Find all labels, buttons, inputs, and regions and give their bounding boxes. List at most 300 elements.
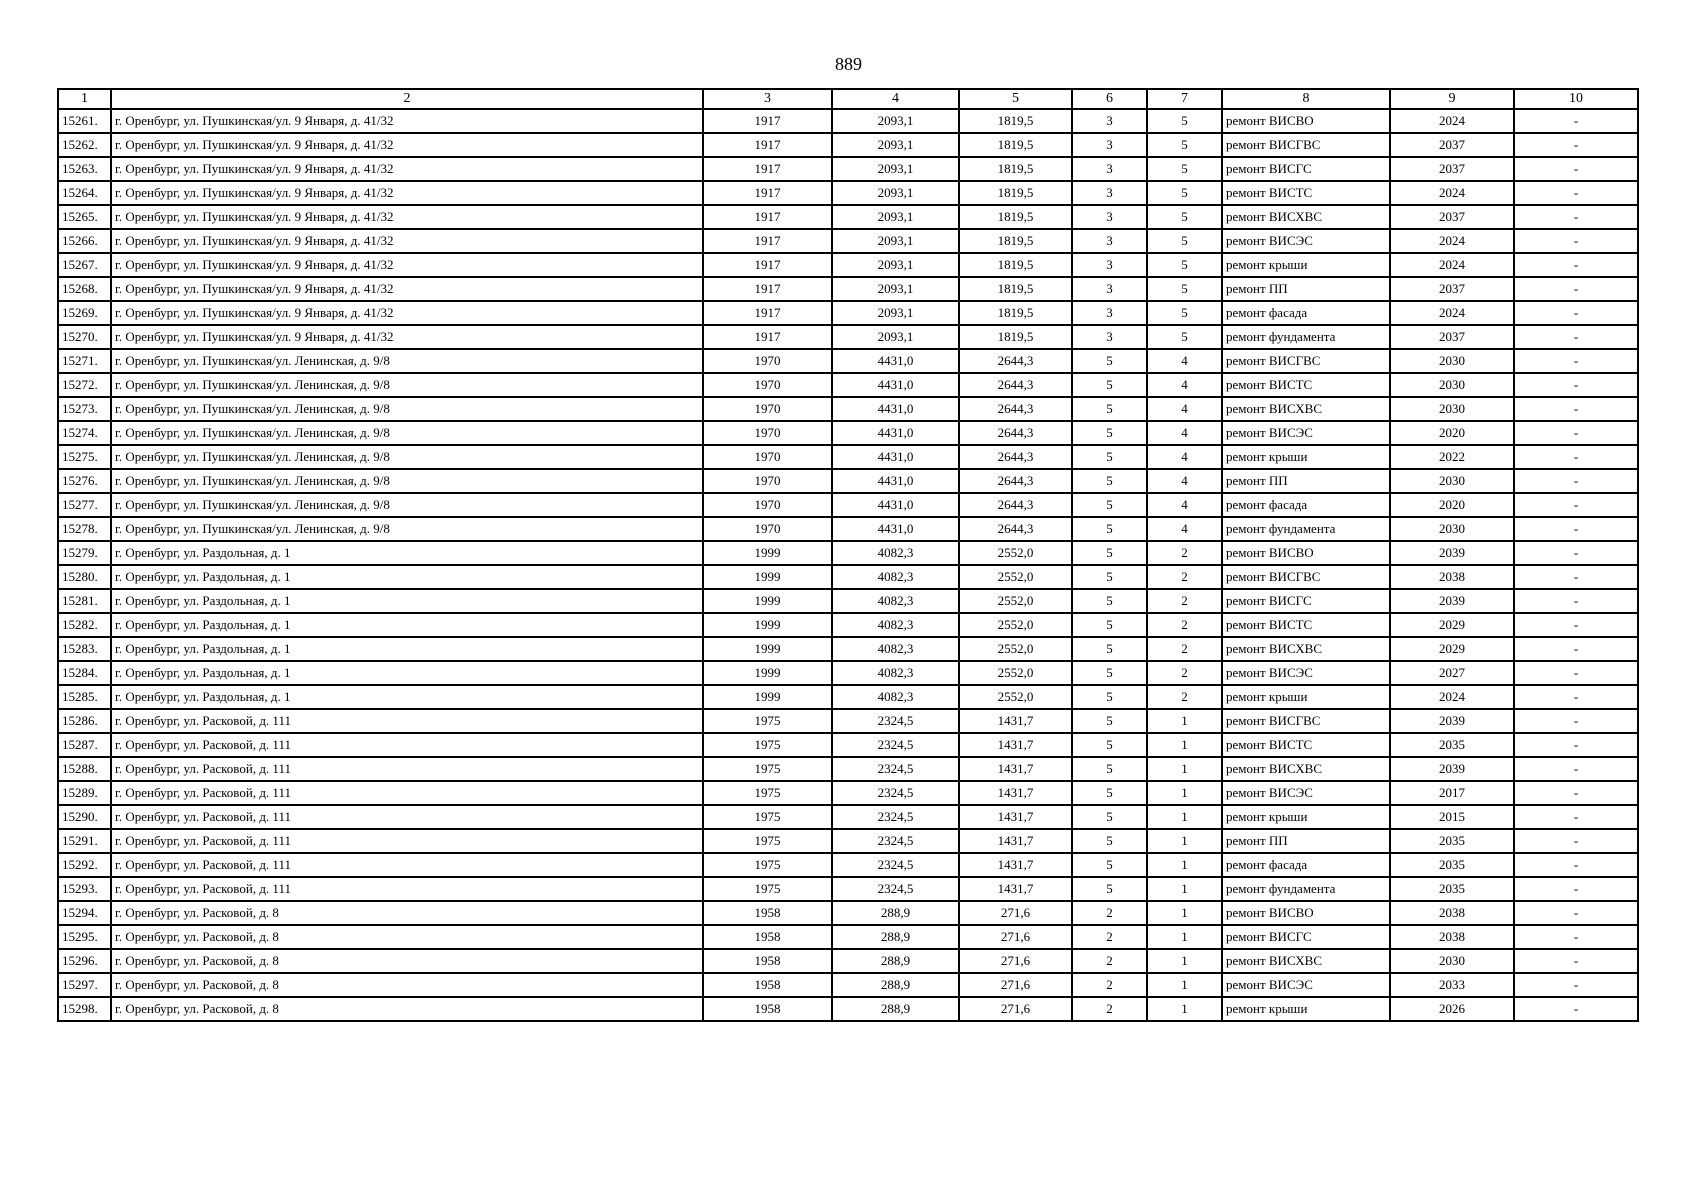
cell-floors: 5 bbox=[1072, 565, 1147, 589]
cell-address: г. Оренбург, ул. Расковой, д. 111 bbox=[111, 757, 703, 781]
cell-total-area: 4082,3 bbox=[832, 589, 959, 613]
cell-year-built: 1975 bbox=[703, 877, 832, 901]
cell-row-number: 15290. bbox=[58, 805, 111, 829]
column-header-address: 2 bbox=[111, 89, 703, 109]
cell-floors: 2 bbox=[1072, 925, 1147, 949]
cell-year-built: 1975 bbox=[703, 805, 832, 829]
cell-row-number: 15276. bbox=[58, 469, 111, 493]
cell-total-area: 4431,0 bbox=[832, 493, 959, 517]
cell-work-type: ремонт ВИСТС bbox=[1222, 733, 1390, 757]
cell-year-built: 1970 bbox=[703, 445, 832, 469]
table-row bbox=[58, 637, 1638, 661]
cell-address: г. Оренбург, ул. Пушкинская/ул. Ленинская, д. 9/8 bbox=[111, 349, 703, 373]
cell-living-area: 1819,5 bbox=[959, 277, 1072, 301]
table-row bbox=[58, 253, 1638, 277]
cell-entrances: 4 bbox=[1147, 493, 1222, 517]
cell-floors: 5 bbox=[1072, 853, 1147, 877]
table-row bbox=[58, 973, 1638, 997]
table-row bbox=[58, 301, 1638, 325]
cell-planned-year: 2037 bbox=[1390, 325, 1514, 349]
cell-work-type: ремонт ВИСХВС bbox=[1222, 397, 1390, 421]
table-row bbox=[58, 709, 1638, 733]
cell-row-number: 15275. bbox=[58, 445, 111, 469]
cell-floors: 3 bbox=[1072, 253, 1147, 277]
cell-floors: 5 bbox=[1072, 637, 1147, 661]
cell-note: - bbox=[1514, 397, 1638, 421]
cell-year-built: 1999 bbox=[703, 661, 832, 685]
column-header-total-area: 4 bbox=[832, 89, 959, 109]
cell-total-area: 2093,1 bbox=[832, 325, 959, 349]
table-row bbox=[58, 805, 1638, 829]
table-row bbox=[58, 421, 1638, 445]
cell-total-area: 4082,3 bbox=[832, 661, 959, 685]
cell-floors: 5 bbox=[1072, 493, 1147, 517]
cell-address: г. Оренбург, ул. Пушкинская/ул. Ленинская, д. 9/8 bbox=[111, 517, 703, 541]
cell-planned-year: 2039 bbox=[1390, 709, 1514, 733]
cell-living-area: 2644,3 bbox=[959, 349, 1072, 373]
cell-floors: 5 bbox=[1072, 373, 1147, 397]
cell-address: г. Оренбург, ул. Пушкинская/ул. 9 Января, д. 41/32 bbox=[111, 181, 703, 205]
table-row bbox=[58, 517, 1638, 541]
table-row bbox=[58, 493, 1638, 517]
cell-year-built: 1999 bbox=[703, 637, 832, 661]
cell-row-number: 15296. bbox=[58, 949, 111, 973]
cell-address: г. Оренбург, ул. Расковой, д. 111 bbox=[111, 853, 703, 877]
cell-row-number: 15263. bbox=[58, 157, 111, 181]
cell-note: - bbox=[1514, 133, 1638, 157]
table-row bbox=[58, 205, 1638, 229]
cell-year-built: 1999 bbox=[703, 685, 832, 709]
cell-floors: 5 bbox=[1072, 445, 1147, 469]
cell-floors: 3 bbox=[1072, 229, 1147, 253]
column-header-floors: 6 bbox=[1072, 89, 1147, 109]
cell-work-type: ремонт крыши bbox=[1222, 253, 1390, 277]
column-header-planned-year: 9 bbox=[1390, 89, 1514, 109]
cell-living-area: 1431,7 bbox=[959, 829, 1072, 853]
cell-address: г. Оренбург, ул. Расковой, д. 8 bbox=[111, 901, 703, 925]
cell-note: - bbox=[1514, 613, 1638, 637]
cell-entrances: 1 bbox=[1147, 901, 1222, 925]
cell-planned-year: 2030 bbox=[1390, 373, 1514, 397]
cell-year-built: 1917 bbox=[703, 109, 832, 133]
cell-total-area: 4082,3 bbox=[832, 565, 959, 589]
cell-floors: 5 bbox=[1072, 829, 1147, 853]
cell-note: - bbox=[1514, 253, 1638, 277]
cell-living-area: 271,6 bbox=[959, 973, 1072, 997]
cell-entrances: 4 bbox=[1147, 397, 1222, 421]
cell-work-type: ремонт фундамента bbox=[1222, 877, 1390, 901]
cell-row-number: 15268. bbox=[58, 277, 111, 301]
column-header-note: 10 bbox=[1514, 89, 1638, 109]
table-row bbox=[58, 781, 1638, 805]
cell-floors: 3 bbox=[1072, 205, 1147, 229]
table-header-row bbox=[58, 89, 1638, 109]
cell-living-area: 1819,5 bbox=[959, 133, 1072, 157]
cell-entrances: 2 bbox=[1147, 541, 1222, 565]
cell-planned-year: 2038 bbox=[1390, 565, 1514, 589]
cell-work-type: ремонт крыши bbox=[1222, 997, 1390, 1021]
cell-entrances: 5 bbox=[1147, 205, 1222, 229]
cell-total-area: 4431,0 bbox=[832, 349, 959, 373]
cell-address: г. Оренбург, ул. Расковой, д. 111 bbox=[111, 805, 703, 829]
cell-planned-year: 2024 bbox=[1390, 229, 1514, 253]
cell-living-area: 1431,7 bbox=[959, 877, 1072, 901]
cell-floors: 2 bbox=[1072, 973, 1147, 997]
cell-year-built: 1958 bbox=[703, 901, 832, 925]
table-row bbox=[58, 109, 1638, 133]
cell-year-built: 1917 bbox=[703, 277, 832, 301]
cell-work-type: ремонт ВИСГС bbox=[1222, 925, 1390, 949]
cell-living-area: 1431,7 bbox=[959, 805, 1072, 829]
cell-year-built: 1970 bbox=[703, 373, 832, 397]
cell-floors: 5 bbox=[1072, 781, 1147, 805]
cell-note: - bbox=[1514, 781, 1638, 805]
table-row bbox=[58, 373, 1638, 397]
cell-total-area: 2093,1 bbox=[832, 277, 959, 301]
cell-living-area: 1819,5 bbox=[959, 253, 1072, 277]
cell-work-type: ремонт ВИСЭС bbox=[1222, 661, 1390, 685]
cell-work-type: ремонт ВИСГС bbox=[1222, 589, 1390, 613]
cell-address: г. Оренбург, ул. Раздольная, д. 1 bbox=[111, 565, 703, 589]
cell-note: - bbox=[1514, 349, 1638, 373]
cell-note: - bbox=[1514, 709, 1638, 733]
cell-entrances: 1 bbox=[1147, 949, 1222, 973]
cell-year-built: 1970 bbox=[703, 493, 832, 517]
cell-entrances: 5 bbox=[1147, 253, 1222, 277]
cell-floors: 5 bbox=[1072, 469, 1147, 493]
cell-entrances: 1 bbox=[1147, 877, 1222, 901]
cell-total-area: 2324,5 bbox=[832, 853, 959, 877]
cell-address: г. Оренбург, ул. Расковой, д. 111 bbox=[111, 709, 703, 733]
cell-planned-year: 2030 bbox=[1390, 469, 1514, 493]
cell-planned-year: 2038 bbox=[1390, 901, 1514, 925]
cell-year-built: 1999 bbox=[703, 541, 832, 565]
cell-floors: 5 bbox=[1072, 349, 1147, 373]
cell-address: г. Оренбург, ул. Расковой, д. 111 bbox=[111, 829, 703, 853]
cell-address: г. Оренбург, ул. Пушкинская/ул. 9 Января, д. 41/32 bbox=[111, 157, 703, 181]
cell-address: г. Оренбург, ул. Пушкинская/ул. 9 Января, д. 41/32 bbox=[111, 205, 703, 229]
table-row bbox=[58, 685, 1638, 709]
cell-entrances: 2 bbox=[1147, 613, 1222, 637]
cell-address: г. Оренбург, ул. Раздольная, д. 1 bbox=[111, 685, 703, 709]
cell-entrances: 2 bbox=[1147, 661, 1222, 685]
cell-total-area: 2093,1 bbox=[832, 301, 959, 325]
cell-year-built: 1999 bbox=[703, 613, 832, 637]
cell-living-area: 2552,0 bbox=[959, 589, 1072, 613]
cell-work-type: ремонт ВИСГВС bbox=[1222, 709, 1390, 733]
cell-entrances: 1 bbox=[1147, 829, 1222, 853]
cell-address: г. Оренбург, ул. Расковой, д. 111 bbox=[111, 781, 703, 805]
table-row bbox=[58, 661, 1638, 685]
cell-year-built: 1970 bbox=[703, 349, 832, 373]
cell-floors: 5 bbox=[1072, 709, 1147, 733]
cell-row-number: 15273. bbox=[58, 397, 111, 421]
cell-living-area: 2552,0 bbox=[959, 613, 1072, 637]
cell-row-number: 15294. bbox=[58, 901, 111, 925]
cell-address: г. Оренбург, ул. Пушкинская/ул. 9 Января, д. 41/32 bbox=[111, 301, 703, 325]
cell-note: - bbox=[1514, 589, 1638, 613]
cell-living-area: 1819,5 bbox=[959, 109, 1072, 133]
cell-total-area: 4431,0 bbox=[832, 397, 959, 421]
table-row bbox=[58, 397, 1638, 421]
cell-entrances: 4 bbox=[1147, 373, 1222, 397]
cell-work-type: ремонт ВИСВО bbox=[1222, 541, 1390, 565]
cell-living-area: 2644,3 bbox=[959, 445, 1072, 469]
cell-address: г. Оренбург, ул. Пушкинская/ул. Ленинская, д. 9/8 bbox=[111, 445, 703, 469]
cell-year-built: 1958 bbox=[703, 949, 832, 973]
cell-living-area: 2644,3 bbox=[959, 469, 1072, 493]
cell-address: г. Оренбург, ул. Расковой, д. 8 bbox=[111, 997, 703, 1021]
cell-row-number: 15267. bbox=[58, 253, 111, 277]
cell-planned-year: 2039 bbox=[1390, 541, 1514, 565]
cell-row-number: 15287. bbox=[58, 733, 111, 757]
cell-entrances: 4 bbox=[1147, 421, 1222, 445]
cell-living-area: 1819,5 bbox=[959, 301, 1072, 325]
cell-planned-year: 2029 bbox=[1390, 613, 1514, 637]
cell-floors: 5 bbox=[1072, 541, 1147, 565]
cell-work-type: ремонт ВИСХВС bbox=[1222, 949, 1390, 973]
cell-work-type: ремонт ВИСЭС bbox=[1222, 421, 1390, 445]
cell-address: г. Оренбург, ул. Пушкинская/ул. Ленинская, д. 9/8 bbox=[111, 421, 703, 445]
cell-work-type: ремонт ПП bbox=[1222, 277, 1390, 301]
cell-work-type: ремонт ВИСЭС bbox=[1222, 781, 1390, 805]
cell-address: г. Оренбург, ул. Пушкинская/ул. Ленинская, д. 9/8 bbox=[111, 469, 703, 493]
cell-planned-year: 2038 bbox=[1390, 925, 1514, 949]
cell-work-type: ремонт ПП bbox=[1222, 469, 1390, 493]
cell-floors: 5 bbox=[1072, 397, 1147, 421]
cell-row-number: 15295. bbox=[58, 925, 111, 949]
cell-address: г. Оренбург, ул. Расковой, д. 111 bbox=[111, 733, 703, 757]
cell-row-number: 15266. bbox=[58, 229, 111, 253]
cell-total-area: 4082,3 bbox=[832, 685, 959, 709]
cell-entrances: 4 bbox=[1147, 517, 1222, 541]
cell-row-number: 15262. bbox=[58, 133, 111, 157]
cell-total-area: 288,9 bbox=[832, 997, 959, 1021]
cell-total-area: 2324,5 bbox=[832, 877, 959, 901]
cell-floors: 5 bbox=[1072, 805, 1147, 829]
cell-entrances: 1 bbox=[1147, 925, 1222, 949]
cell-year-built: 1958 bbox=[703, 997, 832, 1021]
cell-address: г. Оренбург, ул. Раздольная, д. 1 bbox=[111, 613, 703, 637]
cell-living-area: 1431,7 bbox=[959, 757, 1072, 781]
table-row bbox=[58, 877, 1638, 901]
cell-row-number: 15264. bbox=[58, 181, 111, 205]
cell-planned-year: 2015 bbox=[1390, 805, 1514, 829]
cell-note: - bbox=[1514, 565, 1638, 589]
cell-note: - bbox=[1514, 925, 1638, 949]
cell-entrances: 5 bbox=[1147, 277, 1222, 301]
cell-living-area: 1431,7 bbox=[959, 709, 1072, 733]
table-row bbox=[58, 829, 1638, 853]
cell-work-type: ремонт ВИСВО bbox=[1222, 109, 1390, 133]
table-row bbox=[58, 565, 1638, 589]
cell-entrances: 2 bbox=[1147, 685, 1222, 709]
cell-floors: 5 bbox=[1072, 757, 1147, 781]
cell-living-area: 2552,0 bbox=[959, 637, 1072, 661]
table-row bbox=[58, 157, 1638, 181]
cell-note: - bbox=[1514, 973, 1638, 997]
cell-living-area: 2644,3 bbox=[959, 397, 1072, 421]
cell-planned-year: 2030 bbox=[1390, 349, 1514, 373]
cell-work-type: ремонт крыши bbox=[1222, 805, 1390, 829]
cell-row-number: 15292. bbox=[58, 853, 111, 877]
cell-work-type: ремонт ВИСГС bbox=[1222, 157, 1390, 181]
cell-planned-year: 2022 bbox=[1390, 445, 1514, 469]
cell-work-type: ремонт ВИСГВС bbox=[1222, 565, 1390, 589]
cell-floors: 5 bbox=[1072, 685, 1147, 709]
cell-year-built: 1975 bbox=[703, 733, 832, 757]
cell-row-number: 15291. bbox=[58, 829, 111, 853]
cell-total-area: 2324,5 bbox=[832, 709, 959, 733]
cell-note: - bbox=[1514, 733, 1638, 757]
cell-address: г. Оренбург, ул. Расковой, д. 8 bbox=[111, 973, 703, 997]
cell-floors: 3 bbox=[1072, 301, 1147, 325]
cell-planned-year: 2037 bbox=[1390, 205, 1514, 229]
cell-planned-year: 2037 bbox=[1390, 157, 1514, 181]
cell-entrances: 5 bbox=[1147, 109, 1222, 133]
cell-address: г. Оренбург, ул. Пушкинская/ул. 9 Января, д. 41/32 bbox=[111, 133, 703, 157]
cell-floors: 3 bbox=[1072, 325, 1147, 349]
column-header-living-area: 5 bbox=[959, 89, 1072, 109]
cell-entrances: 1 bbox=[1147, 709, 1222, 733]
cell-note: - bbox=[1514, 997, 1638, 1021]
cell-work-type: ремонт ВИСХВС bbox=[1222, 205, 1390, 229]
cell-planned-year: 2035 bbox=[1390, 829, 1514, 853]
cell-total-area: 4431,0 bbox=[832, 517, 959, 541]
cell-note: - bbox=[1514, 637, 1638, 661]
cell-work-type: ремонт крыши bbox=[1222, 445, 1390, 469]
cell-entrances: 1 bbox=[1147, 997, 1222, 1021]
cell-note: - bbox=[1514, 277, 1638, 301]
cell-address: г. Оренбург, ул. Пушкинская/ул. Ленинская, д. 9/8 bbox=[111, 373, 703, 397]
cell-planned-year: 2026 bbox=[1390, 997, 1514, 1021]
cell-row-number: 15283. bbox=[58, 637, 111, 661]
cell-note: - bbox=[1514, 853, 1638, 877]
cell-living-area: 1431,7 bbox=[959, 853, 1072, 877]
cell-year-built: 1917 bbox=[703, 253, 832, 277]
cell-work-type: ремонт ВИСТС bbox=[1222, 373, 1390, 397]
cell-year-built: 1975 bbox=[703, 829, 832, 853]
cell-row-number: 15282. bbox=[58, 613, 111, 637]
cell-planned-year: 2024 bbox=[1390, 181, 1514, 205]
cell-address: г. Оренбург, ул. Пушкинская/ул. 9 Января, д. 41/32 bbox=[111, 229, 703, 253]
cell-entrances: 1 bbox=[1147, 973, 1222, 997]
cell-total-area: 4431,0 bbox=[832, 421, 959, 445]
cell-row-number: 15261. bbox=[58, 109, 111, 133]
page-number: 889 bbox=[835, 54, 862, 74]
cell-note: - bbox=[1514, 205, 1638, 229]
cell-work-type: ремонт ВИСВО bbox=[1222, 901, 1390, 925]
table-row bbox=[58, 613, 1638, 637]
table-row bbox=[58, 469, 1638, 493]
cell-planned-year: 2039 bbox=[1390, 589, 1514, 613]
cell-year-built: 1999 bbox=[703, 565, 832, 589]
cell-total-area: 4082,3 bbox=[832, 541, 959, 565]
cell-year-built: 1999 bbox=[703, 589, 832, 613]
cell-row-number: 15270. bbox=[58, 325, 111, 349]
cell-total-area: 2093,1 bbox=[832, 205, 959, 229]
cell-work-type: ремонт ВИСТС bbox=[1222, 613, 1390, 637]
cell-floors: 3 bbox=[1072, 181, 1147, 205]
cell-planned-year: 2033 bbox=[1390, 973, 1514, 997]
cell-total-area: 4082,3 bbox=[832, 613, 959, 637]
cell-entrances: 5 bbox=[1147, 181, 1222, 205]
cell-year-built: 1917 bbox=[703, 229, 832, 253]
cell-work-type: ремонт фасада bbox=[1222, 493, 1390, 517]
cell-address: г. Оренбург, ул. Пушкинская/ул. 9 Января, д. 41/32 bbox=[111, 109, 703, 133]
cell-total-area: 288,9 bbox=[832, 925, 959, 949]
column-header-work-type: 8 bbox=[1222, 89, 1390, 109]
cell-row-number: 15278. bbox=[58, 517, 111, 541]
cell-floors: 5 bbox=[1072, 421, 1147, 445]
cell-note: - bbox=[1514, 373, 1638, 397]
cell-entrances: 2 bbox=[1147, 637, 1222, 661]
cell-planned-year: 2035 bbox=[1390, 877, 1514, 901]
cell-total-area: 4082,3 bbox=[832, 637, 959, 661]
cell-total-area: 2093,1 bbox=[832, 133, 959, 157]
cell-entrances: 1 bbox=[1147, 781, 1222, 805]
table-row bbox=[58, 229, 1638, 253]
table-row bbox=[58, 325, 1638, 349]
cell-row-number: 15297. bbox=[58, 973, 111, 997]
cell-work-type: ремонт ВИСЭС bbox=[1222, 973, 1390, 997]
column-header-entrances: 7 bbox=[1147, 89, 1222, 109]
column-header-row-number: 1 bbox=[58, 89, 111, 109]
cell-year-built: 1958 bbox=[703, 973, 832, 997]
cell-planned-year: 2017 bbox=[1390, 781, 1514, 805]
cell-total-area: 2324,5 bbox=[832, 829, 959, 853]
cell-note: - bbox=[1514, 877, 1638, 901]
table-row bbox=[58, 853, 1638, 877]
cell-work-type: ремонт ПП bbox=[1222, 829, 1390, 853]
cell-note: - bbox=[1514, 181, 1638, 205]
cell-entrances: 2 bbox=[1147, 589, 1222, 613]
cell-note: - bbox=[1514, 109, 1638, 133]
cell-planned-year: 2037 bbox=[1390, 277, 1514, 301]
cell-planned-year: 2027 bbox=[1390, 661, 1514, 685]
cell-total-area: 4431,0 bbox=[832, 469, 959, 493]
cell-floors: 3 bbox=[1072, 109, 1147, 133]
repair-schedule-table bbox=[57, 88, 1639, 1022]
cell-entrances: 4 bbox=[1147, 445, 1222, 469]
cell-row-number: 15281. bbox=[58, 589, 111, 613]
cell-total-area: 4431,0 bbox=[832, 445, 959, 469]
cell-planned-year: 2035 bbox=[1390, 733, 1514, 757]
cell-address: г. Оренбург, ул. Раздольная, д. 1 bbox=[111, 589, 703, 613]
cell-living-area: 2644,3 bbox=[959, 493, 1072, 517]
cell-work-type: ремонт фасада bbox=[1222, 301, 1390, 325]
cell-total-area: 2324,5 bbox=[832, 733, 959, 757]
cell-planned-year: 2024 bbox=[1390, 253, 1514, 277]
cell-row-number: 15288. bbox=[58, 757, 111, 781]
cell-note: - bbox=[1514, 805, 1638, 829]
cell-row-number: 15285. bbox=[58, 685, 111, 709]
cell-work-type: ремонт фундамента bbox=[1222, 325, 1390, 349]
cell-living-area: 1819,5 bbox=[959, 157, 1072, 181]
cell-work-type: ремонт крыши bbox=[1222, 685, 1390, 709]
cell-note: - bbox=[1514, 469, 1638, 493]
column-header-year-built: 3 bbox=[703, 89, 832, 109]
cell-work-type: ремонт ВИСХВС bbox=[1222, 637, 1390, 661]
cell-total-area: 2093,1 bbox=[832, 109, 959, 133]
cell-floors: 3 bbox=[1072, 133, 1147, 157]
cell-living-area: 2552,0 bbox=[959, 685, 1072, 709]
cell-row-number: 15277. bbox=[58, 493, 111, 517]
cell-year-built: 1975 bbox=[703, 781, 832, 805]
cell-living-area: 2552,0 bbox=[959, 661, 1072, 685]
cell-planned-year: 2030 bbox=[1390, 517, 1514, 541]
cell-entrances: 5 bbox=[1147, 157, 1222, 181]
